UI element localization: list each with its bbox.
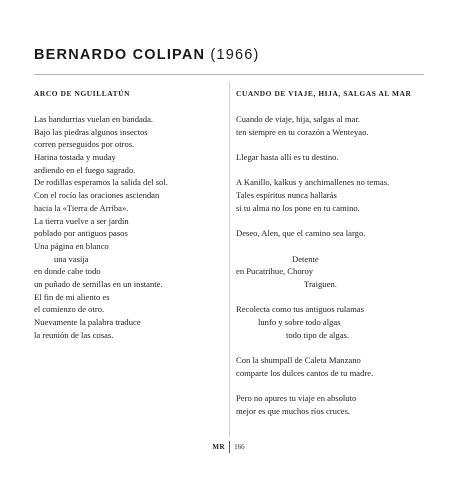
poem-line: una vasija bbox=[54, 253, 89, 264]
right-poem-body bbox=[236, 113, 436, 418]
poem-line: Llegar hasta allí es tu destino. bbox=[236, 152, 339, 163]
poem-line: Harina tostada y muday bbox=[34, 152, 116, 163]
poem-line: comparte los dulces cantos de tu madre. bbox=[236, 367, 374, 378]
poem-line: Una página en blanco bbox=[34, 240, 109, 251]
poem-line: poblado por antiguos pasos bbox=[34, 228, 128, 239]
footer-separator bbox=[229, 441, 230, 453]
author-name: BERNARDO COLIPAN bbox=[34, 47, 206, 63]
poem-line bbox=[236, 138, 436, 151]
poem-line: hacia la «Tierra de Arriba». bbox=[34, 202, 129, 213]
poem-line: ardiendo en el fuego sagrado. bbox=[34, 164, 136, 175]
right-poem bbox=[236, 89, 436, 418]
poem-line: un puñado de semillas en un instante. bbox=[34, 278, 163, 289]
column-divider bbox=[229, 82, 230, 437]
page-number: 166 bbox=[234, 443, 245, 451]
poem-line: Deseo, Alen, que el camino sea largo. bbox=[236, 228, 366, 239]
poem-line: Con la shumpall de Caleta Manzano bbox=[236, 355, 361, 366]
left-poem bbox=[34, 89, 222, 341]
poem-line: lunfo y sobre todo algas bbox=[258, 317, 341, 327]
poem-line: el comienzo de otro. bbox=[34, 304, 105, 315]
poem-line: mejor es que muchos ríos cruces. bbox=[236, 405, 351, 416]
poem-line bbox=[236, 379, 436, 392]
poem-line: corren perseguidos por otros. bbox=[34, 139, 135, 150]
header-rule bbox=[34, 74, 424, 75]
poem-line: la reunión de las cosas. bbox=[34, 329, 114, 340]
page-footer bbox=[0, 441, 457, 453]
author-heading bbox=[34, 47, 260, 63]
poem-line: A Kanillo, kalkus y anchimallenes no temas. bbox=[236, 177, 390, 188]
poem-line bbox=[236, 341, 436, 354]
poem-line: Traiguen. bbox=[304, 278, 337, 289]
footer-label: MR bbox=[212, 443, 226, 451]
poem-line: Nuevamente la palabra traduce bbox=[34, 317, 141, 327]
left-poem-title: ARCO DE NGUILLATÚN bbox=[34, 89, 131, 98]
author-year: (1966) bbox=[210, 47, 260, 63]
poem-line: en donde cabe todo bbox=[34, 266, 101, 277]
left-poem-body bbox=[34, 113, 222, 341]
poem-line: De rodillas esperamos la salida del sol. bbox=[34, 177, 168, 188]
poem-line: Tales espíritus nunca hallarás bbox=[236, 190, 337, 201]
poem-line: todo tipo de algas. bbox=[286, 329, 350, 340]
right-poem-title: CUANDO DE VIAJE, HIJA, SALGAS AL MAR bbox=[236, 89, 412, 98]
poem-line bbox=[236, 240, 436, 253]
poem-line bbox=[236, 164, 436, 177]
poem-line: Detente bbox=[292, 253, 319, 264]
poem-line: ten siempre en tu corazón a Wenteyao. bbox=[236, 126, 369, 137]
poem-line bbox=[236, 215, 436, 228]
poem-line: Con el rocío las oraciones asciendan bbox=[34, 190, 160, 201]
poem-line: Bajo las piedras algunos insectos bbox=[34, 126, 148, 137]
poem-line: Cuando de viaje, hija, salgas al mar. bbox=[236, 114, 360, 124]
poem-line: La tierra vuelve a ser jardín bbox=[34, 215, 129, 226]
poem-line: en Pucatrihue, Choroy bbox=[236, 266, 314, 277]
poem-line bbox=[236, 291, 436, 304]
poem-line: si tu alma no los pone en tu camino. bbox=[236, 202, 360, 213]
poem-line: Recolecta como tus antiguos rulamas bbox=[236, 304, 364, 315]
poem-line: Pero no apures tu viaje en absoluto bbox=[236, 393, 357, 404]
poem-line: Las bandurrias vuelan en bandada. bbox=[34, 114, 154, 124]
poem-line: El fin de mi aliento es bbox=[34, 291, 110, 302]
